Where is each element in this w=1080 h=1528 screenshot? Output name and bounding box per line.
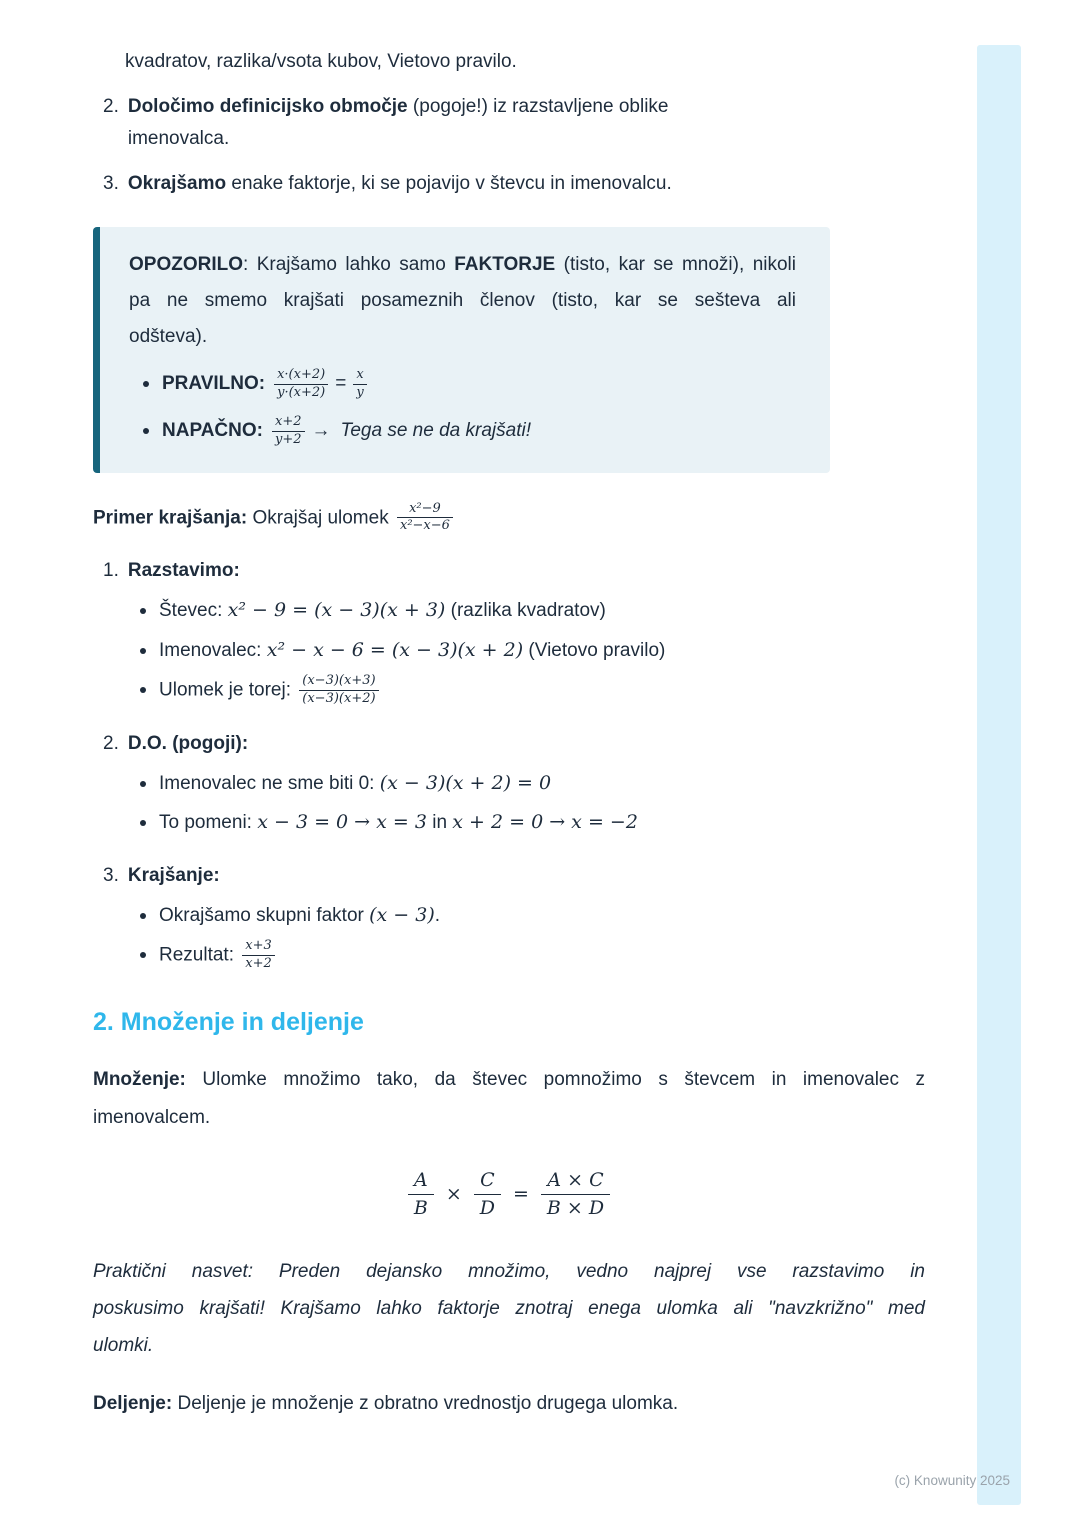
- wrong-label: NAPAČNO:: [162, 420, 263, 442]
- bullet-note: (Vietovo pravilo): [528, 639, 666, 661]
- fraction: [474, 1167, 501, 1223]
- section-heading: 2. Množenje in deljenje: [93, 1008, 364, 1037]
- division-text: Deljenje je množenje z obratno vrednostjo drugega ulomka.: [177, 1392, 679, 1414]
- bullet-label: Rezultat:: [159, 944, 234, 966]
- bullet-icon: [143, 381, 149, 387]
- list-item: [140, 806, 925, 840]
- item-text-block: [128, 168, 672, 201]
- fraction-numerator: x²−9: [409, 500, 441, 516]
- fraction: [397, 501, 453, 536]
- fraction-denominator: y+2: [272, 431, 305, 449]
- item-rest-text: (pogoje!) iz razstavljene oblike imenovalca.: [127, 95, 669, 150]
- step-title: D.O. (pogoji):: [127, 733, 249, 755]
- equals-sign: =: [335, 373, 347, 395]
- item-number: 3.: [103, 173, 119, 195]
- math-expression: x + 2 = 0 → x = −2: [452, 811, 638, 834]
- bullet-icon: [140, 648, 146, 654]
- bullet-label: Okrajšamo skupni faktor: [159, 904, 364, 926]
- fraction-denominator: B: [408, 1194, 434, 1223]
- item-rest-text: enake faktorje, ki se pojavijo v števcu in imenovalcu.: [226, 173, 672, 195]
- fraction: [272, 414, 305, 449]
- list-item: [140, 938, 925, 973]
- warning-text: : Krajšamo lahko samo: [243, 253, 455, 275]
- step-2: [93, 728, 925, 840]
- fraction-denominator: D: [474, 1194, 501, 1223]
- bullet-label: Imenovalec:: [159, 639, 262, 661]
- fraction-denominator: x+2: [242, 955, 275, 973]
- list-item-content: [159, 634, 925, 668]
- correct-label: PRAVILNO:: [162, 373, 266, 395]
- list-item: [140, 594, 925, 628]
- bullet-icon: [140, 952, 146, 958]
- connector-text: in: [432, 812, 448, 834]
- list-item-continuation: kvadratov, razlika/vsota kubov, Vietovo pravilo.: [125, 51, 517, 72]
- fraction-numerator: C: [480, 1168, 495, 1191]
- warning-bold-word: FAKTORJE: [454, 253, 556, 275]
- example-text: Okrajšaj ulomek: [252, 506, 389, 528]
- list-item: [140, 767, 925, 801]
- bullet-icon: [140, 913, 146, 919]
- list-item-content: [159, 767, 925, 801]
- bullet-icon: [143, 428, 149, 434]
- fraction-denominator: y·(x+2): [274, 384, 328, 402]
- division-label: Deljenje:: [93, 1392, 173, 1414]
- bullet-icon: [140, 608, 146, 614]
- fraction-denominator: (x−3)(x+2): [299, 690, 378, 708]
- list-item-content: [159, 806, 925, 840]
- bullet-label: Ulomek je torej:: [159, 679, 291, 701]
- step-bullet-list: [93, 899, 925, 973]
- correct-example-item: [143, 367, 796, 402]
- example-label: Primer krajšanja:: [93, 506, 248, 528]
- step-number: 3.: [103, 865, 119, 887]
- list-item-content: [159, 594, 925, 628]
- bullet-label: Števec:: [159, 599, 223, 621]
- step-heading: [93, 860, 925, 893]
- item-bold-text: Določimo definicijsko območje: [127, 95, 408, 117]
- correct-example-content: [162, 367, 796, 402]
- fraction-numerator: A: [413, 1168, 428, 1191]
- fraction-denominator: x²−x−6: [397, 517, 453, 535]
- bullet-note: (razlika kvadratov): [450, 599, 606, 621]
- wrong-example-content: [162, 414, 796, 449]
- fraction: [353, 367, 366, 402]
- list-item-content: [159, 938, 925, 973]
- bullet-label: Imenovalec ne sme biti 0:: [159, 772, 375, 794]
- step-1: [93, 555, 925, 708]
- math-expression: x² − x − 6 = (x − 3)(x + 2): [266, 638, 524, 661]
- practical-tip-paragraph: Praktični nasvet: Preden dejansko množimo, vedno najprej vse razstavimo in poskusimo krajšati! Krajšamo lahko faktorje znotraj enega ulomka ali "navzkrižno" med ulomki.: [93, 1260, 925, 1356]
- warning-callout: [93, 227, 830, 473]
- fraction-denominator: B × D: [541, 1194, 610, 1223]
- item-number: 2.: [103, 95, 119, 117]
- list-item-content: [159, 673, 925, 708]
- multiplication-formula: [93, 1167, 925, 1223]
- fraction: [408, 1167, 434, 1223]
- list-item: [140, 899, 925, 933]
- math-expression: (x − 3): [369, 903, 435, 926]
- multiplication-text: Ulomke množimo tako, da števec pomnožimo s števcem in imenovalec z imenovalcem.: [93, 1068, 925, 1128]
- division-paragraph: [93, 1388, 925, 1421]
- bullet-icon: [140, 687, 146, 693]
- period-text: .: [434, 904, 441, 926]
- item-text-block: [128, 91, 728, 156]
- fraction-denominator: y: [353, 384, 366, 402]
- wrong-note: Tega se ne da krajšati!: [340, 420, 531, 442]
- times-sign: ×: [445, 1183, 462, 1206]
- document-content: [93, 46, 925, 1421]
- wrong-example-item: [143, 414, 796, 449]
- step-title: Krajšanje:: [127, 865, 220, 887]
- math-expression: x − 3 = 0 → x = 3: [257, 811, 427, 834]
- step-bullet-list: [93, 594, 925, 708]
- item-bold-text: Okrajšamo: [127, 173, 227, 195]
- warning-text: (tisto, kar se množi), nikoli pa ne smemo krajšati posameznih členov (tisto, kar se sešteva ali odšteva).: [129, 253, 796, 347]
- step-title: Razstavimo:: [127, 560, 240, 582]
- math-expression: x² − 9 = (x − 3)(x + 3): [227, 598, 446, 621]
- fraction-numerator: x+2: [274, 413, 302, 429]
- step-heading: [93, 555, 925, 588]
- multiplication-label: Množenje:: [93, 1068, 186, 1090]
- fraction: [541, 1167, 610, 1223]
- bullet-icon: [140, 781, 146, 787]
- arrow-icon: →: [311, 420, 331, 442]
- example-intro: [93, 501, 925, 536]
- next-page-edge: [977, 45, 1021, 1505]
- ordered-item-2: [93, 91, 925, 156]
- step-3: [93, 860, 925, 973]
- step-bullet-list: [93, 767, 925, 840]
- fraction-numerator: x+3: [245, 938, 272, 954]
- list-item: [140, 673, 925, 708]
- list-item: [140, 634, 925, 668]
- fraction: [274, 367, 328, 402]
- step-number: 1.: [103, 560, 119, 582]
- copyright-notice: (c) Knowunity 2025: [894, 1473, 1010, 1488]
- list-item-content: [159, 899, 925, 933]
- fraction-numerator: A × C: [547, 1168, 604, 1191]
- math-expression: (x − 3)(x + 2) = 0: [379, 771, 552, 794]
- warning-paragraph: [129, 247, 796, 355]
- warning-title: OPOZORILO: [129, 253, 243, 275]
- equals-sign: =: [513, 1183, 529, 1206]
- bullet-label: To pomeni:: [159, 812, 252, 834]
- step-number: 2.: [103, 733, 119, 755]
- bullet-icon: [140, 820, 146, 826]
- fraction-numerator: x: [356, 366, 364, 382]
- multiplication-paragraph: [93, 1061, 925, 1137]
- fraction-numerator: (x−3)(x+3): [302, 673, 376, 689]
- ordered-item-3: [93, 168, 925, 201]
- step-heading: [93, 728, 925, 761]
- fraction-numerator: x·(x+2): [277, 366, 326, 382]
- fraction: [299, 673, 378, 708]
- fraction: [242, 938, 275, 973]
